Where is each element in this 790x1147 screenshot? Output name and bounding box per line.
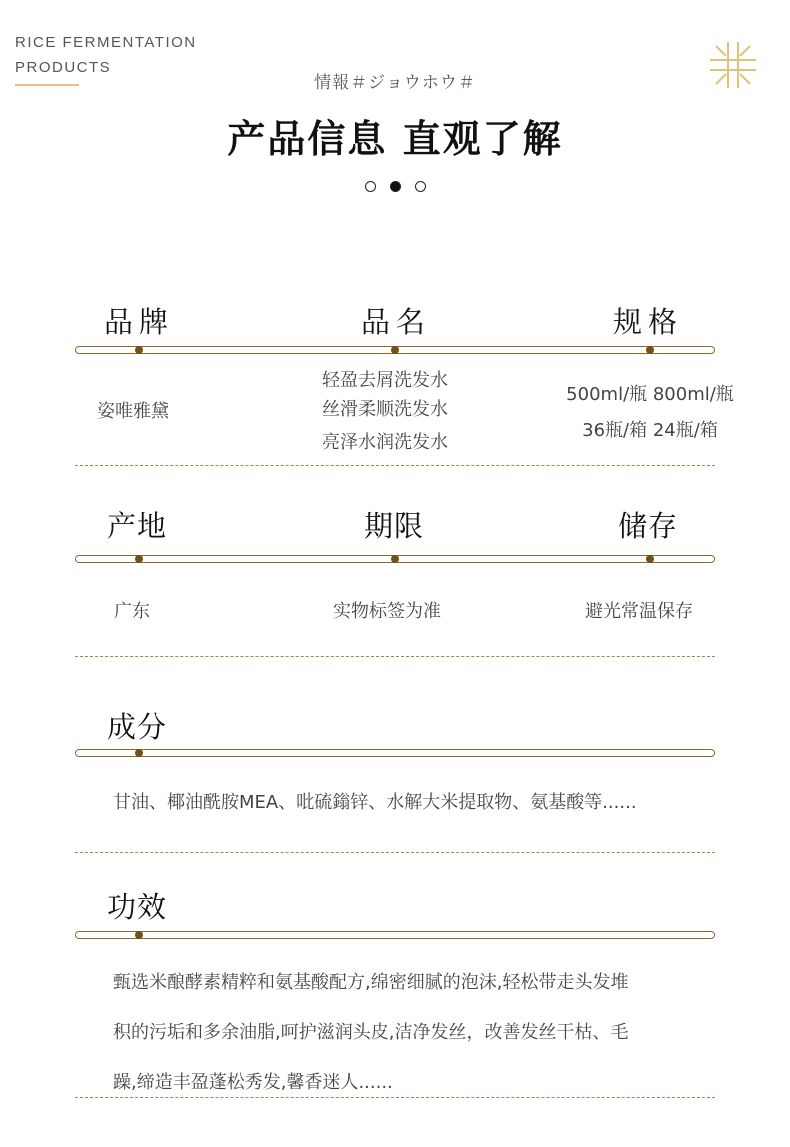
- storage-value: 避光常温保存: [585, 601, 693, 622]
- dashed-divider: [75, 1097, 715, 1098]
- dashed-divider: [75, 656, 715, 657]
- header-storage: 储存: [618, 509, 679, 543]
- bar-marker: [135, 555, 143, 563]
- header-shelf-life: 期限: [364, 509, 425, 543]
- bar-marker: [391, 555, 399, 563]
- spec-item: 36瓶/箱 24瓶/箱: [582, 420, 718, 441]
- bar-marker: [646, 555, 654, 563]
- shelf-life-value: 实物标签为准: [333, 601, 441, 622]
- bar-marker: [646, 346, 654, 354]
- ingredients-text: 甘油、椰油酰胺MEA、吡硫鎓锌、水解大米提取物、氨基酸等......: [113, 792, 637, 813]
- efficacy-line: 躁,缔造丰盈蓬松秀发,馨香迷人......: [113, 1072, 393, 1093]
- brand-line-1: RICE FERMENTATION: [15, 34, 197, 51]
- bar-marker: [135, 346, 143, 354]
- header-spec: 规格: [613, 305, 684, 339]
- product-name-item: 亮泽水润洗发水: [322, 432, 448, 453]
- pager-dot-active[interactable]: [390, 181, 401, 192]
- bar-marker: [135, 931, 143, 939]
- header-origin: 产地: [107, 509, 168, 543]
- page-title: 产品信息 直观了解: [227, 116, 563, 161]
- bar-marker: [391, 346, 399, 354]
- efficacy-line: 积的污垢和多余油脂,呵护滋润头皮,洁净发丝，改善发丝干枯、毛: [113, 1022, 629, 1043]
- spec-item: 500ml/瓶 800ml/瓶: [566, 384, 734, 405]
- bar-marker: [135, 749, 143, 757]
- pager-dot[interactable]: [415, 181, 426, 192]
- spec-values: [545, 377, 755, 449]
- product-name-item: 丝滑柔顺洗发水: [322, 399, 448, 420]
- dashed-divider: [75, 465, 715, 466]
- pager-dot[interactable]: [365, 181, 376, 192]
- subtitle: 情報＃ジョウホウ＃: [314, 73, 476, 93]
- pager-dots: [0, 181, 790, 192]
- section-bar: [75, 931, 715, 939]
- header-ingredients: 成分: [107, 710, 168, 744]
- efficacy-line: 甄选米酿酵素精粹和氨基酸配方,绵密细腻的泡沫,轻松带走头发堆: [113, 972, 629, 993]
- product-names: [322, 366, 448, 458]
- brand-line-2: PRODUCTS: [15, 59, 112, 76]
- origin-value: 广东: [114, 601, 150, 622]
- brand-value: 姿唯雅黛: [97, 401, 169, 422]
- product-name-item: 轻盈去屑洗发水: [322, 370, 448, 391]
- section-bar: [75, 749, 715, 757]
- header-product-name: 品名: [361, 305, 432, 339]
- header-efficacy: 功效: [107, 890, 168, 924]
- efficacy-text: [113, 958, 628, 1108]
- header-brand: 品牌: [104, 305, 175, 339]
- dashed-divider: [75, 852, 715, 853]
